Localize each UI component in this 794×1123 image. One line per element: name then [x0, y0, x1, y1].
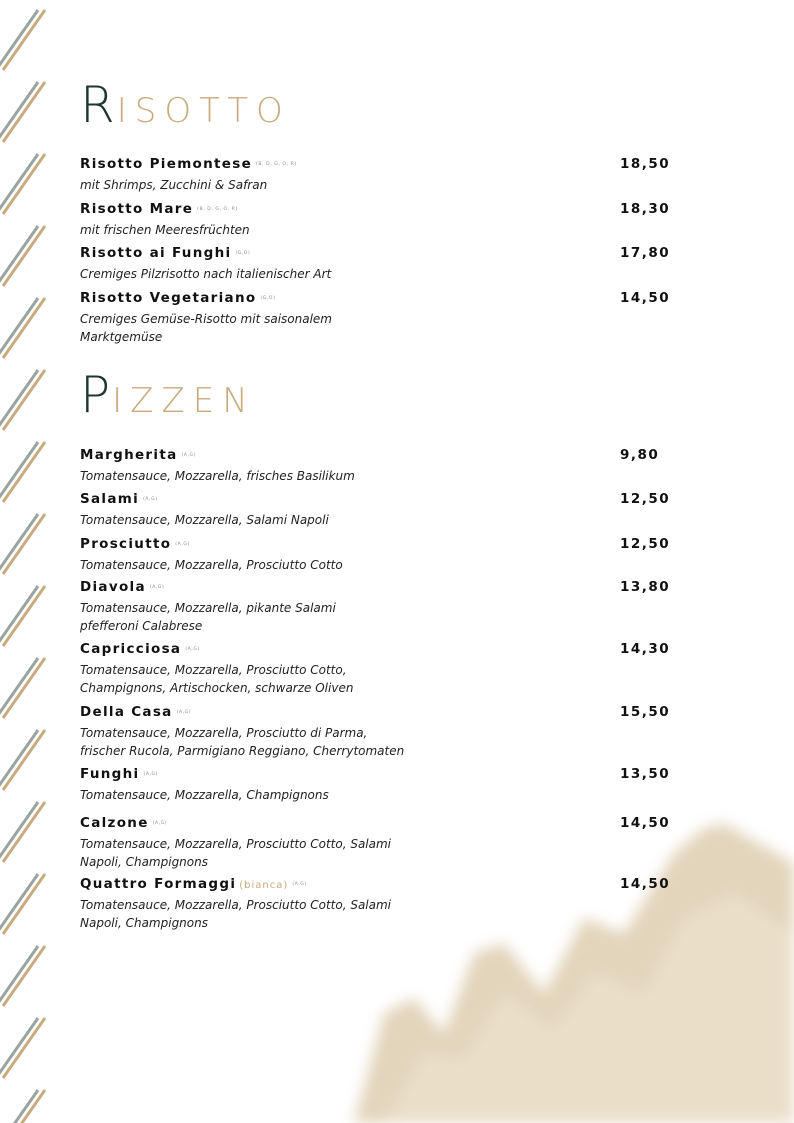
- stripe: [0, 154, 38, 214]
- description-line: mit Shrimps, Zucchini & Safran: [80, 178, 268, 192]
- title-rest: ISOTTO: [116, 91, 291, 131]
- menu-item-description: [80, 599, 430, 635]
- menu-item-description: [80, 265, 430, 283]
- menu-item-price: 14,50: [620, 815, 671, 831]
- stripe: [0, 1018, 38, 1078]
- menu-item: [80, 156, 670, 194]
- stripe: [3, 370, 45, 430]
- allergen-codes: (B, D, G, O, R): [256, 162, 297, 167]
- menu-item-description: [80, 176, 430, 194]
- stripe: [3, 946, 45, 1006]
- stripe: [0, 10, 38, 70]
- description-line: pfefferoni Calabrese: [80, 619, 203, 633]
- title-initial: P: [80, 366, 113, 424]
- menu-item-name: Calzone: [80, 815, 149, 831]
- stripe: [0, 874, 38, 934]
- allergen-codes: (A,G): [175, 542, 190, 547]
- description-line: Tomatensauce, Mozzarella, frisches Basilikum: [80, 469, 355, 483]
- menu-item-price: 14,50: [620, 876, 671, 892]
- menu-item: [80, 815, 670, 871]
- menu-item: [80, 290, 670, 346]
- menu-item-header: [80, 245, 670, 265]
- menu-item-description: [80, 556, 430, 574]
- menu-item-name: Diavola: [80, 579, 146, 595]
- menu-item-price: 12,50: [620, 491, 671, 507]
- stripe: [0, 298, 38, 358]
- menu-item-header: [80, 876, 670, 896]
- description-line: Tomatensauce, Mozzarella, Prosciutto Cotto: [80, 558, 343, 572]
- section-title-pizzen: [80, 366, 256, 424]
- stripe: [3, 442, 45, 502]
- menu-item: [80, 704, 670, 760]
- stripe: [3, 514, 45, 574]
- menu-item-price: 12,50: [620, 536, 671, 552]
- menu-item-header: [80, 156, 670, 176]
- description-line: Tomatensauce, Mozzarella, Salami Napoli: [80, 513, 329, 527]
- menu-item: [80, 447, 670, 485]
- description-line: Marktgemüse: [80, 330, 163, 344]
- description-line: Napoli, Champignons: [80, 855, 208, 869]
- menu-item-header: [80, 536, 670, 556]
- menu-item-price: 14,30: [620, 641, 671, 657]
- menu-item-name: Margherita: [80, 447, 178, 463]
- stripe: [0, 946, 38, 1006]
- menu-item-price: 17,80: [620, 245, 671, 261]
- stripe: [3, 802, 45, 862]
- menu-item: [80, 245, 670, 283]
- allergen-codes: (A,G): [176, 710, 192, 715]
- title-initial: R: [80, 76, 117, 134]
- menu-item-description: [80, 786, 430, 804]
- menu-item-header: [80, 641, 670, 661]
- menu-item: [80, 579, 670, 635]
- menu-item-description: [80, 221, 430, 239]
- menu-item-name: Risotto Mare: [80, 201, 194, 217]
- menu-item: [80, 536, 670, 574]
- stripe: [3, 10, 45, 70]
- description-line: Cremiges Pilzrisotto nach italienischer Art: [80, 267, 332, 281]
- description-line: Tomatensauce, Mozzarella, Prosciutto Cotto,: [80, 663, 347, 677]
- allergen-codes: (G,O): [260, 296, 276, 301]
- menu-item-header: [80, 290, 670, 310]
- stripe: [0, 730, 38, 790]
- stripe: [0, 370, 38, 430]
- description-line: Tomatensauce, Mozzarella, Prosciutto Cotto, Salami: [80, 898, 392, 912]
- stripe: [3, 1090, 45, 1123]
- description-line: Tomatensauce, Mozzarella, Prosciutto di Parma,: [80, 726, 368, 740]
- stripe: [0, 442, 38, 502]
- stripe: [3, 82, 45, 142]
- menu-item-price: 13,50: [620, 766, 671, 782]
- menu-item-price: 18,30: [620, 201, 671, 217]
- menu-item-price: 9,80: [620, 447, 660, 463]
- menu-item-name: Quattro Formaggi: [80, 876, 237, 892]
- menu-item-name: Della Casa: [80, 704, 173, 720]
- menu-item-header: [80, 579, 670, 599]
- allergen-codes: (B, D, G, O, R): [197, 207, 238, 212]
- menu-item-price: 13,80: [620, 579, 671, 595]
- menu-item-name: Salami: [80, 491, 140, 507]
- stripe: [3, 1018, 45, 1078]
- stripe: [3, 298, 45, 358]
- menu-item-name: Risotto Piemontese: [80, 156, 253, 172]
- stripe: [0, 802, 38, 862]
- menu-item: [80, 766, 670, 804]
- description-line: Napoli, Champignons: [80, 916, 208, 930]
- allergen-codes: (A,G): [143, 772, 158, 777]
- menu-item: [80, 641, 670, 697]
- stripe: [0, 82, 38, 142]
- menu-item: [80, 876, 670, 932]
- menu-item-description: [80, 511, 430, 529]
- section-title-risotto: [80, 76, 291, 134]
- description-line: Tomatensauce, Mozzarella, Prosciutto Cotto, Salami: [80, 837, 392, 851]
- allergen-codes: (G,O): [235, 251, 251, 256]
- title-rest: IZZEN: [112, 381, 256, 421]
- allergen-codes: (A,G): [152, 821, 168, 826]
- menu-item-description: [80, 896, 430, 932]
- menu-item-name: Funghi: [80, 766, 140, 782]
- menu-item-header: [80, 447, 670, 467]
- decorative-stripes: [0, 0, 46, 1123]
- menu-item-name: Capricciosa: [80, 641, 182, 657]
- allergen-codes: (A,G): [185, 647, 200, 652]
- menu-item-price: 14,50: [620, 290, 671, 306]
- allergen-codes: (A,G): [143, 497, 158, 502]
- menu-item: [80, 491, 670, 529]
- menu-item-description: [80, 835, 430, 871]
- menu-item-note: (bianca): [239, 880, 289, 891]
- menu-item-header: [80, 815, 670, 835]
- menu-item-header: [80, 491, 670, 511]
- menu-item-header: [80, 704, 670, 724]
- menu-item-price: 18,50: [620, 156, 671, 172]
- stripe: [3, 874, 45, 934]
- allergen-codes: (A,G): [181, 453, 196, 458]
- menu-item-description: [80, 724, 430, 760]
- menu-item-header: [80, 766, 670, 786]
- description-line: Tomatensauce, Mozzarella, Champignons: [80, 788, 329, 802]
- menu-item-name: Risotto Vegetariano: [80, 290, 257, 306]
- stripe: [0, 226, 38, 286]
- menu-item: [80, 201, 670, 239]
- menu-item-description: [80, 467, 430, 485]
- description-line: Champignons, Artischocken, schwarze Oliven: [80, 681, 354, 695]
- menu-item-description: [80, 310, 430, 346]
- description-line: Cremiges Gemüse-Risotto mit saisonalem: [80, 312, 332, 326]
- menu-item-name: Prosciutto: [80, 536, 172, 552]
- menu-item-description: [80, 661, 430, 697]
- stripe: [3, 154, 45, 214]
- stripe: [0, 514, 38, 574]
- description-line: Tomatensauce, Mozzarella, pikante Salami: [80, 601, 336, 615]
- stripe: [3, 658, 45, 718]
- allergen-codes: (A,G): [149, 585, 165, 590]
- menu-item-price: 15,50: [620, 704, 671, 720]
- description-line: mit frischen Meeresfrüchten: [80, 223, 250, 237]
- stripe: [0, 586, 38, 646]
- stripe: [3, 226, 45, 286]
- stripe: [3, 730, 45, 790]
- description-line: frischer Rucola, Parmigiano Reggiano, Cherrytomaten: [80, 744, 405, 758]
- stripe: [3, 586, 45, 646]
- menu-item-header: [80, 201, 670, 221]
- stripe: [0, 658, 38, 718]
- menu-item-name: Risotto ai Funghi: [80, 245, 232, 261]
- allergen-codes: (A,G): [292, 882, 307, 887]
